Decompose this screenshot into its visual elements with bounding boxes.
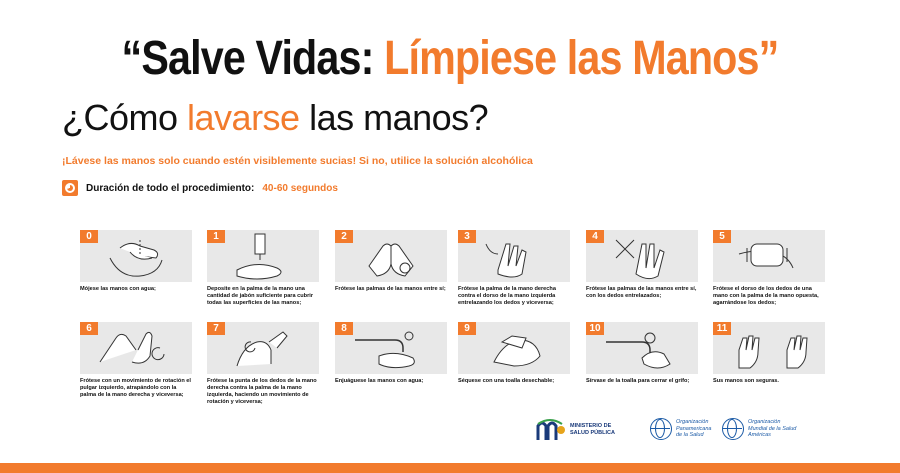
step-illustration <box>586 322 698 374</box>
step-caption: Frótese con un movimiento de rotación el pulgar izquierdo, atrapándolo con la palma de la mano derecha y viceversa; <box>80 378 191 398</box>
ops-logo <box>650 418 711 440</box>
step-caption: Frótese la punta de los dedos de la mano derecha contra la palma de la mano izquierda, haciendo un movimiento de rotación y viceversa; <box>207 378 317 405</box>
step-number: 9 <box>458 322 476 335</box>
step-7 <box>207 322 319 406</box>
step-8 <box>335 322 447 385</box>
msp-logo <box>536 418 615 442</box>
title-part-2: Límpiese las Manos” <box>384 32 779 85</box>
step-2 <box>335 230 447 293</box>
step-illustration <box>335 230 447 282</box>
step-5 <box>713 230 825 307</box>
ops-line-3: de la Salud <box>676 432 704 439</box>
subtitle-part-1: ¿Cómo <box>62 97 188 138</box>
step-number: 3 <box>458 230 476 243</box>
step-caption: Enjuáguese las manos con agua; <box>335 378 424 384</box>
step-11 <box>713 322 825 385</box>
step-number: 8 <box>335 322 353 335</box>
oms-line-1: Organización <box>748 419 781 426</box>
oms-line-3: Américas <box>748 432 771 439</box>
ops-globe-icon <box>650 418 672 440</box>
subtitle-part-2: lavarse <box>187 97 300 138</box>
step-9 <box>458 322 570 385</box>
step-number: 2 <box>335 230 353 243</box>
step-number: 11 <box>713 322 731 335</box>
step-illustration <box>207 322 319 374</box>
step-number: 7 <box>207 322 225 335</box>
step-caption: Sírvase de la toalla para cerrar el grifo; <box>586 378 690 384</box>
step-illustration <box>335 322 447 374</box>
step-illustration <box>458 230 570 282</box>
footer-logos <box>0 412 900 448</box>
step-1 <box>207 230 319 307</box>
subtitle-part-3: las manos? <box>299 97 489 138</box>
oms-logo <box>722 418 796 440</box>
step-illustration <box>713 230 825 282</box>
step-number: 4 <box>586 230 604 243</box>
oms-line-2: Mundial de la Salud <box>748 425 797 432</box>
step-caption: Frótese las palmas de las manos entre sí; <box>335 286 446 292</box>
duration-label: Duración de todo el procedimiento: <box>86 182 255 194</box>
step-0 <box>80 230 192 293</box>
step-4 <box>586 230 698 300</box>
duration-value: 40-60 segundos <box>262 182 338 194</box>
step-caption: Mójese las manos con agua; <box>80 286 156 292</box>
step-caption: Frótese el dorso de los dedos de una mano con la palma de la mano opuesta, agarrándose los dedos; <box>713 286 819 306</box>
step-number: 6 <box>80 322 98 335</box>
clock-icon <box>62 180 78 196</box>
step-illustration <box>207 230 319 282</box>
step-caption: Frótese las palmas de las manos entre sí, con los dedos entrelazados; <box>586 286 697 299</box>
msp-line-1: MINISTERIO DE <box>570 423 612 429</box>
step-caption: Séquese con una toalla desechable; <box>458 378 555 384</box>
msp-emblem-icon <box>536 418 566 442</box>
step-illustration <box>713 322 825 374</box>
step-number: 0 <box>80 230 98 243</box>
step-illustration <box>80 322 192 374</box>
step-6 <box>80 322 192 399</box>
bottom-accent-bar <box>0 463 900 473</box>
step-number: 10 <box>586 322 604 335</box>
poster-subtitle <box>62 98 488 138</box>
ops-line-1: Organización <box>676 419 709 426</box>
title-part-1: “Salve Vidas: <box>121 32 385 85</box>
step-illustration <box>80 230 192 282</box>
step-10 <box>586 322 698 385</box>
step-number: 5 <box>713 230 731 243</box>
step-illustration <box>458 322 570 374</box>
step-number: 1 <box>207 230 225 243</box>
step-caption: Frótese la palma de la mano derecha contra el dorso de la mano izquierda entrelazando los dedos y viceversa; <box>458 286 556 306</box>
oms-globe-icon <box>722 418 744 440</box>
duration-row <box>62 180 338 196</box>
poster-title <box>63 33 837 85</box>
step-caption: Deposite en la palma de la mano una cantidad de jabón suficiente para cubrir todas las superficies de las manos; <box>207 286 313 306</box>
step-3 <box>458 230 570 307</box>
msp-line-2: SALUD PÚBLICA <box>570 430 615 436</box>
ops-line-2: Panamericana <box>676 425 712 432</box>
step-caption: Sus manos son seguras. <box>713 378 779 384</box>
warning-text: ¡Lávese las manos solo cuando estén visiblemente sucias! Si no, utilice la solución alcohólica <box>62 155 533 167</box>
step-illustration <box>586 230 698 282</box>
